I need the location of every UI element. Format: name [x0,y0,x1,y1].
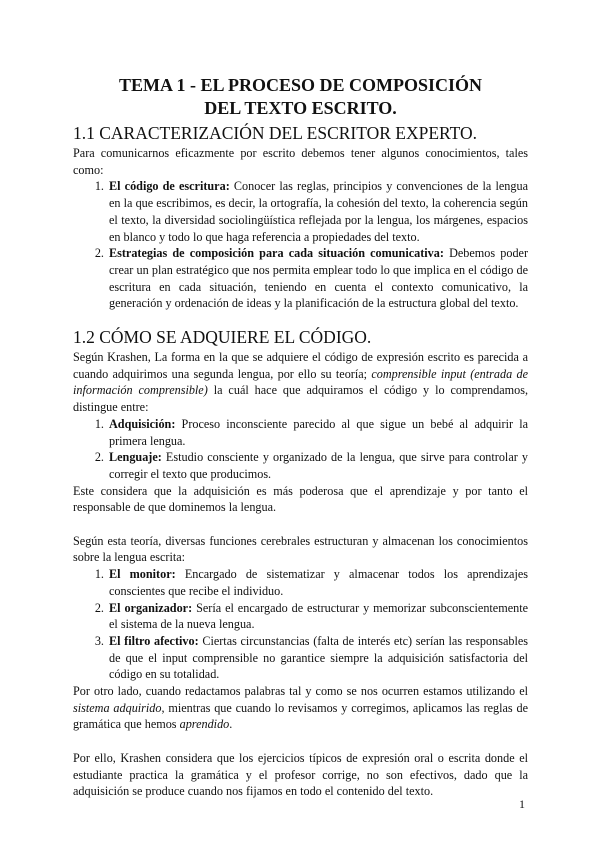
section-2-paragraph: Este considera que la adquisición es más poderosa que el aprendizaje y por tanto el responsable de que dominemos la lengua. [73,483,528,515]
section-2-paragraph: Por ello, Krashen considera que los ejercicios típicos de expresión oral o escrita donde el estudiante practica la gramática y el profesor corrige, no son efectivos, dado que la adquisición se produce cuando nos fijamos en todo el contenido del texto. [73,750,528,799]
list-item-term: Adquisición: [109,416,176,431]
page-title: TEMA 1 - EL PROCESO DE COMPOSICIÓN DEL TEXTO ESCRITO. [118,75,483,118]
list-item-term: El filtro afectivo: [109,633,199,648]
list-item-text: Estudio consciente y organizado de la lengua, que sirve para controlar y corregir el texto que producimos. [109,450,528,481]
section-2-paragraph [73,683,528,733]
section-2-paragraph [73,349,528,416]
list-item-term: El organizador: [109,600,193,615]
list-item-text: Conocer las reglas, principios y convenciones de la lengua en la que escribimos, es decir, la ortografía, la cohesión del texto, la coherencia según el texto, la diversidad sociolingüística reflejada por la lengua, los márgenes, espacios en blanco y todo lo que haga referencia a propiedades del texto. [109,179,528,244]
list-item-text: Ciertas circunstancias (falta de interés etc) serían las responsables de que el input comprensible no garantice siempre la adquisición satisfactoria del código en su totalidad. [109,633,528,682]
paragraph-text: . [229,717,233,732]
list-item-text: Sería el encargado de estructurar y memorizar subconscientemente el sistema de la nueva lengua. [109,600,528,632]
section-2-list-functions [73,566,528,683]
section-2-paragraph: Según esta teoría, diversas funciones cerebrales estructuran y almacenan los conocimientos sobre la lengua escrita: [73,533,528,565]
list-item [107,178,528,245]
italic-term: sistema adquirido [73,700,162,715]
paragraph-text: Por otro lado, cuando redactamos palabras tal y como se nos ocurren estamos utilizando el [73,684,528,699]
list-item-text: Debemos poder crear un plan estratégico que nos permita emplear todo lo que implica en el código de escritura en cada situación, teniendo en cuenta el contexto comunicativo, la generación y ordenación de ideas y la planificación de la estructura global del texto. [109,246,529,311]
section-1-list [73,178,528,312]
list-item [107,449,528,482]
list-item [107,566,528,599]
list-item-term: El código de escritura: [109,179,230,194]
list-item-term: El monitor: [109,567,176,582]
paragraph-text: Según Krashen, La forma en la que se adquiere el código de expresión escrito es parecida a cuando adquirimos una segunda lengua, por ello su teoría; [73,350,528,381]
section-1-heading: 1.1 CARACTERIZACIÓN DEL ESCRITOR EXPERTO. [73,123,478,143]
list-item [107,245,528,312]
italic-term: aprendido [179,717,230,732]
paragraph-text: , mientras que cuando lo revisamos y corregimos, aplicamos las reglas de gramática que hemos [73,700,529,732]
section-1-intro: Para comunicarnos eficazmente por escrito debemos tener algunos conocimientos, tales como: [73,146,528,177]
page-number: 1 [519,797,525,811]
list-item-text: Encargado de sistematizar y almacenar todos los aprendizajes conscientes que recibe el individuo. [109,567,529,598]
section-2-heading: 1.2 CÓMO SE ADQUIERE EL CÓDIGO. [73,327,372,348]
list-item-text: Proceso inconsciente parecido al que sigue un bebé al adquirir la primera lengua. [109,416,528,448]
section-2-list [73,416,528,483]
list-item-term: Lenguaje: [109,450,162,465]
list-item [107,416,528,449]
paragraph-text: la cuál hace que adquiramos el código y lo comprendamos, distingue entre: [73,383,528,415]
list-item-term: Estrategias de composición para cada situación comunicativa: [109,246,444,261]
list-item [107,633,528,683]
italic-term: comprensible input (entrada de información comprensible) [73,366,528,398]
list-item [107,600,528,633]
